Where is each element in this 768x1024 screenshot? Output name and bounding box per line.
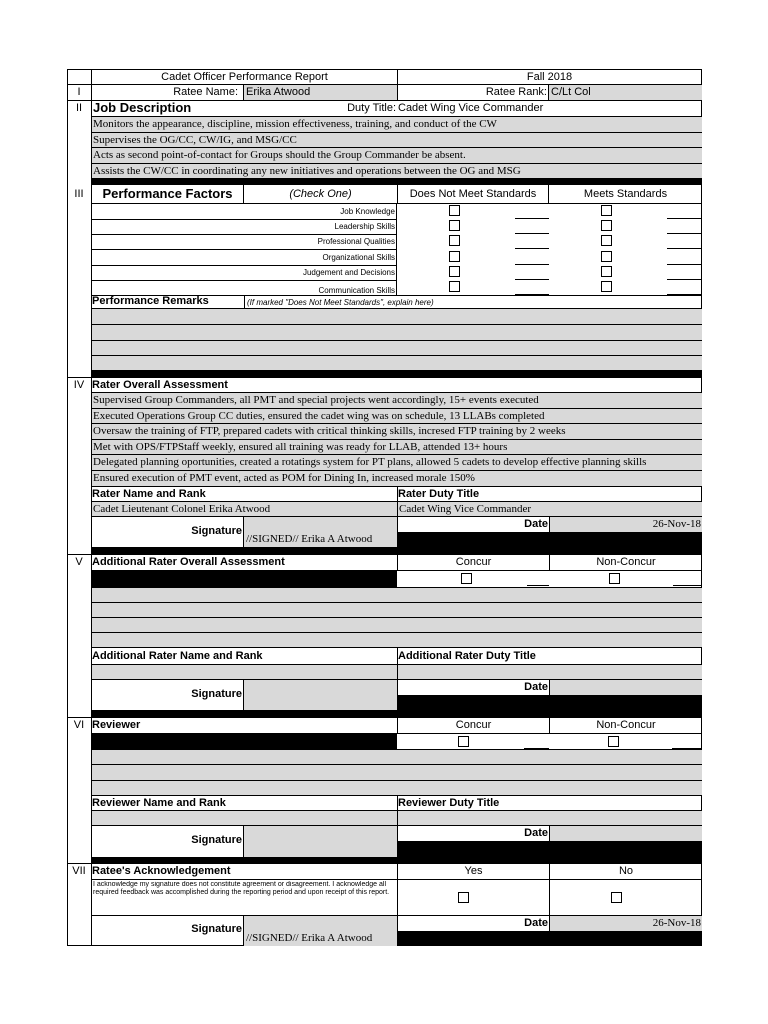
meets-standards-checkbox[interactable]: [601, 220, 612, 231]
additional-rater-line-3[interactable]: [92, 618, 702, 632]
remarks-line-2[interactable]: [92, 325, 702, 340]
does-not-meet-checkbox[interactable]: [449, 205, 460, 216]
rater-name-rank-label: Rater Name and Rank: [92, 488, 206, 500]
does-not-meet-checkbox[interactable]: [449, 251, 460, 262]
remarks-line-1[interactable]: [92, 309, 702, 324]
does-not-meet-checkbox[interactable]: [449, 281, 460, 292]
factor-label: Leadership Skills: [244, 219, 397, 234]
reviewer-heading: Reviewer: [92, 719, 141, 731]
job-description-heading: Job Description: [93, 100, 192, 115]
additional-rater-name-rank-field[interactable]: [92, 665, 397, 679]
does-not-meet-checkbox[interactable]: [449, 220, 460, 231]
reviewer-date-label: Date: [397, 826, 549, 841]
reviewer-non-concur-checkbox[interactable]: [608, 736, 619, 747]
additional-rater-black-bar: [91, 570, 397, 587]
rater-assessment-line[interactable]: Delegated planning oportunities, created a rotatings system for PT plans, allowed 5 cadets to develop effective planning skills: [92, 455, 702, 470]
additional-rater-line-1[interactable]: [92, 588, 702, 602]
factor-label: Professional Qualities: [244, 234, 397, 249]
check-one-label: (Check One): [244, 185, 398, 203]
performance-remarks-heading: Performance Remarks: [92, 295, 209, 307]
rater-assessment-line[interactable]: Ensured execution of PMT event, acted as POM for Dining In, increased morale 150%: [92, 471, 702, 486]
performance-factors-heading: Performance Factors: [92, 185, 244, 203]
does-not-meet-checkbox[interactable]: [449, 266, 460, 277]
rater-assessment-line[interactable]: Executed Operations Group CC duties, ensured the cadet wing was on schedule, 13 LLABs completed: [92, 409, 702, 424]
duty-title-label: Duty Title:: [347, 102, 396, 114]
additional-rater-heading: Additional Rater Overall Assessment: [92, 556, 285, 568]
factor-label: Judgement and Decisions: [244, 265, 397, 280]
rater-assessment-heading: Rater Overall Assessment: [92, 379, 228, 391]
ratee-signature-field[interactable]: //SIGNED// Erika A Atwood: [243, 916, 397, 946]
reviewer-date-bar: [397, 841, 702, 857]
reviewer-line-1[interactable]: [92, 750, 702, 764]
checkbox-underline: [673, 585, 702, 586]
ratee-signature-label: Signature: [191, 923, 242, 935]
ratee-ack-heading: Ratee's Acknowledgement: [92, 865, 231, 877]
ratee-ack-no-checkbox[interactable]: [611, 892, 622, 903]
additional-rater-date-label: Date: [397, 680, 549, 695]
ratee-ack-yes-label: Yes: [397, 864, 549, 879]
checkbox-underline: [527, 585, 549, 586]
rater-assessment-line[interactable]: Met with OPS/FTPStaff weekly, ensured all training was ready for LLAB, attended 13+ hours: [92, 440, 702, 455]
factor-label: Job Knowledge: [244, 204, 397, 219]
reviewer-concur-label: Concur: [397, 718, 549, 733]
roman-ii: II: [75, 102, 83, 114]
rater-date-field[interactable]: 26-Nov-18: [549, 517, 702, 532]
job-line-2[interactable]: Supervises the OG/CC, CW/IG, and MSG/CC: [92, 133, 702, 147]
reviewer-concur-checkbox[interactable]: [458, 736, 469, 747]
ratee-date-field[interactable]: 26-Nov-18: [549, 916, 702, 931]
additional-rater-name-rank-label: Additional Rater Name and Rank: [92, 650, 263, 662]
checkbox-underline: [667, 233, 702, 234]
ratee-name-field[interactable]: Erika Atwood: [243, 85, 397, 100]
rater-assessment-line[interactable]: Oversaw the training of FTP, prepared cadets with critical thinking skills, incresed FTP training by 2 weeks: [92, 424, 702, 439]
reviewer-black-bar: [91, 733, 397, 749]
does-not-meet-checkbox[interactable]: [449, 235, 460, 246]
additional-rater-date-bar: [397, 695, 702, 710]
additional-rater-signature-field[interactable]: [243, 680, 397, 710]
meets-standards-header: Meets Standards: [583, 188, 668, 200]
section-separator-bar: [91, 178, 702, 185]
job-line-4[interactable]: Assists the CW/CC in coordinating any new initiatives and operations between the OG and MSG: [92, 164, 702, 178]
job-line-1[interactable]: Monitors the appearance, discipline, mission effectiveness, training, and conduct of the CW: [92, 117, 702, 132]
checkbox-underline: [515, 218, 549, 219]
reviewer-signature-label: Signature: [191, 834, 242, 846]
factor-label: Organizational Skills: [244, 250, 397, 265]
checkbox-underline: [667, 248, 702, 249]
additional-rater-line-4[interactable]: [92, 633, 702, 647]
reviewer-duty-title-label: Reviewer Duty Title: [397, 796, 702, 810]
additional-rater-duty-title-label: Additional Rater Duty Title: [397, 648, 702, 664]
roman-iii: III: [74, 188, 84, 200]
additional-rater-non-concur-label: Non-Concur: [549, 555, 702, 570]
roman-iv: IV: [73, 379, 85, 391]
checkbox-underline: [667, 264, 702, 265]
meets-standards-checkbox[interactable]: [601, 205, 612, 216]
ratee-ack-no-label: No: [549, 864, 702, 879]
section-separator-bar: [91, 547, 702, 554]
rater-name-rank-field[interactable]: Cadet Lieutenant Colonel Erika Atwood: [92, 502, 397, 516]
reviewer-name-rank-label: Reviewer Name and Rank: [92, 797, 226, 809]
remarks-line-3[interactable]: [92, 341, 702, 355]
reviewer-date-field[interactable]: [549, 826, 702, 841]
checkbox-underline: [667, 279, 702, 280]
reviewer-line-3[interactable]: [92, 781, 702, 795]
ratee-ack-yes-checkbox[interactable]: [458, 892, 469, 903]
additional-rater-concur-label: Concur: [397, 555, 549, 570]
remarks-line-4[interactable]: [92, 356, 702, 370]
rater-date-bar: [397, 532, 702, 547]
report-title: Cadet Officer Performance Report: [161, 71, 328, 83]
meets-standards-checkbox[interactable]: [601, 251, 612, 262]
reviewer-signature-field[interactable]: [243, 826, 397, 857]
divider: [397, 879, 398, 915]
checkbox-underline: [515, 264, 549, 265]
ratee-rank-field[interactable]: C/Lt Col: [548, 85, 702, 100]
rater-signature-field[interactable]: //SIGNED// Erika A Atwood: [243, 517, 397, 547]
additional-rater-date-field[interactable]: [549, 680, 702, 695]
rater-duty-title-field[interactable]: Cadet Wing Vice Commander: [397, 502, 702, 516]
roman-i: I: [77, 86, 81, 98]
reviewer-non-concur-label: Non-Concur: [549, 718, 702, 733]
roman-vii: VII: [72, 865, 86, 877]
checkbox-underline: [515, 279, 549, 280]
ratee-name-label: Ratee Name:: [173, 86, 238, 98]
additional-rater-duty-title-field[interactable]: [397, 665, 702, 679]
meets-standards-checkbox[interactable]: [601, 235, 612, 246]
reviewer-line-2[interactable]: [92, 765, 702, 780]
additional-rater-concur-checkbox[interactable]: [461, 573, 472, 584]
job-line-3[interactable]: Acts as second point-of-contact for Groups should the Group Commander be absent.: [92, 148, 702, 163]
rater-date-label: Date: [397, 517, 549, 532]
divider: [549, 879, 550, 915]
roman-v: V: [75, 556, 83, 568]
additional-rater-signature-label: Signature: [191, 688, 242, 700]
meets-standards-checkbox[interactable]: [601, 266, 612, 277]
ratee-rank-label: Ratee Rank:: [485, 86, 547, 98]
section-separator-bar: [91, 370, 702, 377]
additional-rater-non-concur-checkbox[interactable]: [609, 573, 620, 584]
meets-standards-checkbox[interactable]: [601, 281, 612, 292]
rater-signature-label: Signature: [191, 525, 242, 537]
reviewer-name-rank-field[interactable]: [92, 811, 397, 825]
duty-title-field[interactable]: Cadet Wing Vice Commander: [398, 102, 544, 114]
checkbox-underline: [667, 218, 702, 219]
checkbox-underline: [515, 233, 549, 234]
roman-vi: VI: [73, 719, 85, 731]
checkbox-underline: [515, 248, 549, 249]
ratee-date-bar: [397, 931, 702, 946]
does-not-meet-header: Does Not Meet Standards: [398, 185, 549, 203]
rater-assessment-line[interactable]: Supervised Group Commanders, all PMT and special projects went accordingly, 15+ events executed: [92, 393, 702, 408]
additional-rater-line-2[interactable]: [92, 603, 702, 617]
ratee-ack-statement: I acknowledge my signature does not constitute agreement or disagreement. I acknowledge all required feedback was accomplished during the reporting period and upon receipt of this report.: [93, 881, 390, 896]
section-separator-bar: [91, 710, 702, 717]
rater-duty-title-label: Rater Duty Title: [397, 487, 702, 501]
ratee-date-label: Date: [397, 916, 549, 931]
report-term: Fall 2018: [526, 71, 573, 83]
reviewer-duty-title-field[interactable]: [397, 811, 702, 825]
factor-label: Communication Skills: [244, 280, 397, 295]
performance-remarks-note: (If marked "Does Not Meet Standards", explain here): [244, 296, 544, 308]
